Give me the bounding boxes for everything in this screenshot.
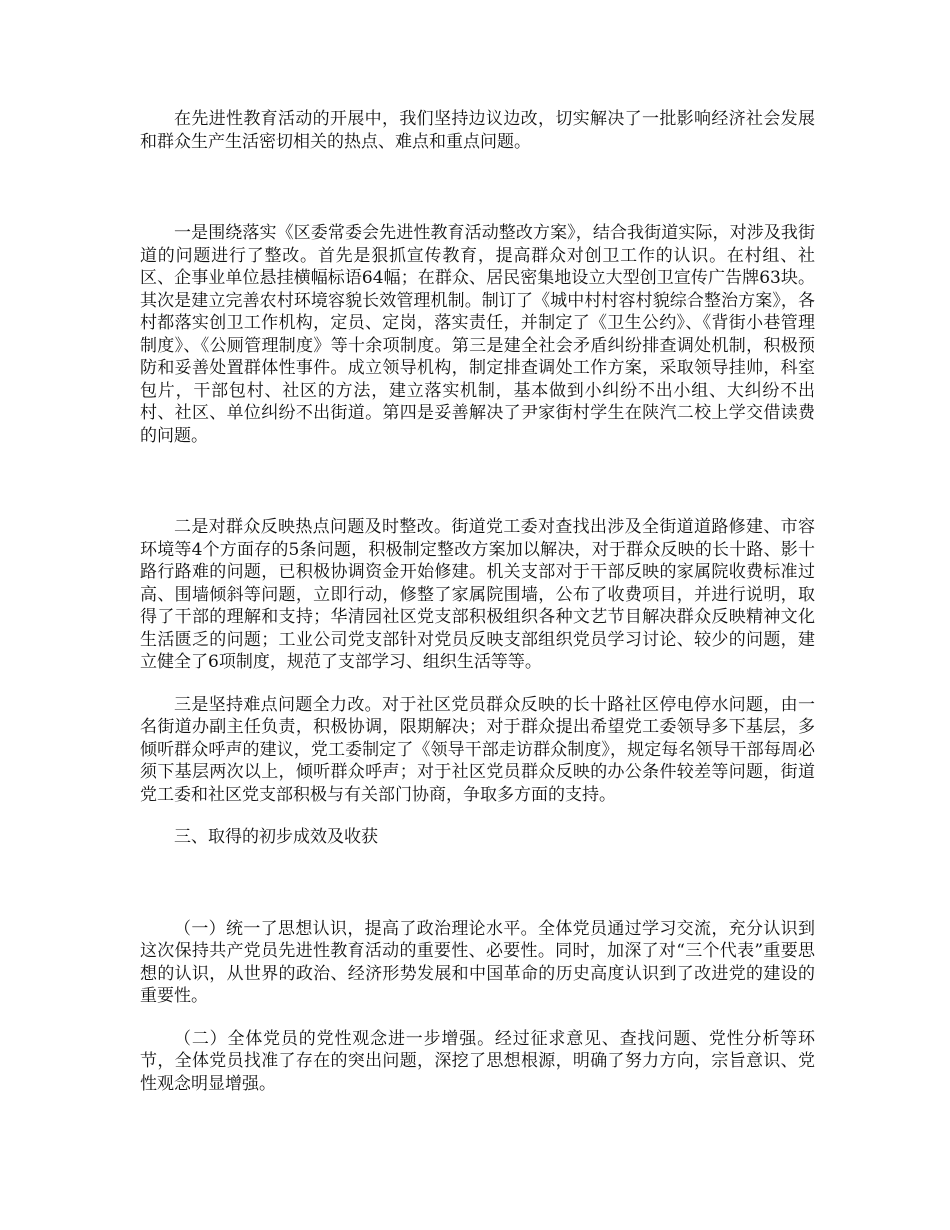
paragraph-item-three: 三是坚持难点问题全力改。对于社区党员群众反映的长十路社区停电停水问题，由一名街道办副主任负责，积极协调，限期解决；对于群众提出希望党工委领导多下基层，多倾听群众呼声的建议，党工委制定了《领导干部走访群众制度》，规定每名领导干部每周必须下基层两次以上，倾听群众呼声；对于社区党员群众反映的办公条件较差等问题，街道党工委和社区党支部积极与有关部门协商，争取多方面的支持。: [140, 694, 815, 805]
paragraph-gap: [140, 447, 815, 516]
paragraph-gap: [140, 1008, 815, 1028]
paragraph-item-two: 二是对群众反映热点问题及时整改。街道党工委对查找出涉及全街道道路修建、市容环境等4个方面存的5条问题，积极制定整改方案加以解决，对于群众反映的长十路、影十路行路难的问题，已积极协调资金开始修建。机关支部对于干部反映的家属院收费标准过高、围墙倾斜等问题，立即行动，修整了家属院围墙，公布了收费项目，并进行说明，取得了干部的理解和支持；华清园社区党支部积极组织各种文艺节目解决群众反映精神文化生活匮乏的问题；工业公司党支部针对党员反映支部组织党员学习讨论、较少的问题，建立健全了6项制度，规范了支部学习、组织生活等等。: [140, 517, 815, 672]
paragraph-gap: [140, 153, 815, 222]
document-page: [140, 108, 815, 1095]
paragraph-result-two: （二）全体党员的党性观念进一步增强。经过征求意见、查找问题、党性分析等环节，全体党员找准了存在的突出问题，深挖了思想根源，明确了努力方向，宗旨意识、党性观念明显增强。: [140, 1028, 815, 1094]
paragraph-gap: [140, 674, 815, 694]
paragraph-result-one: （一）统一了思想认识，提高了政治理论水平。全体党员通过学习交流，充分认识到这次保持共产党员先进性教育活动的重要性、必要性。同时，加深了对“三个代表”重要思想的认识，从世界的政治、经济形势发展和中国革命的历史高度认识到了改进党的建设的重要性。: [140, 918, 815, 1006]
paragraph-gap: [140, 806, 815, 826]
paragraph-item-one: 一是围绕落实《区委常委会先进性教育活动整改方案》，结合我街道实际，对涉及我街道的问题进行了整改。首先是狠抓宣传教育，提高群众对创卫工作的认识。在村组、社区、企事业单位悬挂横幅标语64幅；在群众、居民密集地设立大型创卫宣传广告牌63块。其次是建立完善农村环境容貌长效管理机制。制订了《城中村村容村貌综合整治方案》，各村都落实创卫工作机构，定员、定岗，落实责任，并制定了《卫生公约》、《背街小巷管理制度》、《公厕管理制度》等十余项制度。第三是建全社会矛盾纠纷排查调处机制，积极预防和妥善处置群体性事件。成立领导机构，制定排查调处工作方案，采取领导挂帅，科室包片，干部包村、社区的方法，建立落实机制，基本做到小纠纷不出小组、大纠纷不出村、社区、单位纠纷不出街道。第四是妥善解决了尹家街村学生在陕汽二校上学交借读费的问题。: [140, 223, 815, 446]
paragraph-gap: [140, 849, 815, 918]
section-heading: 三、取得的初步成效及收获: [174, 827, 378, 847]
paragraph-intro: 在先进性教育活动的开展中，我们坚持边议边改，切实解决了一批影响经济社会发展和群众生产生活密切相关的热点、难点和重点问题。: [140, 109, 815, 152]
